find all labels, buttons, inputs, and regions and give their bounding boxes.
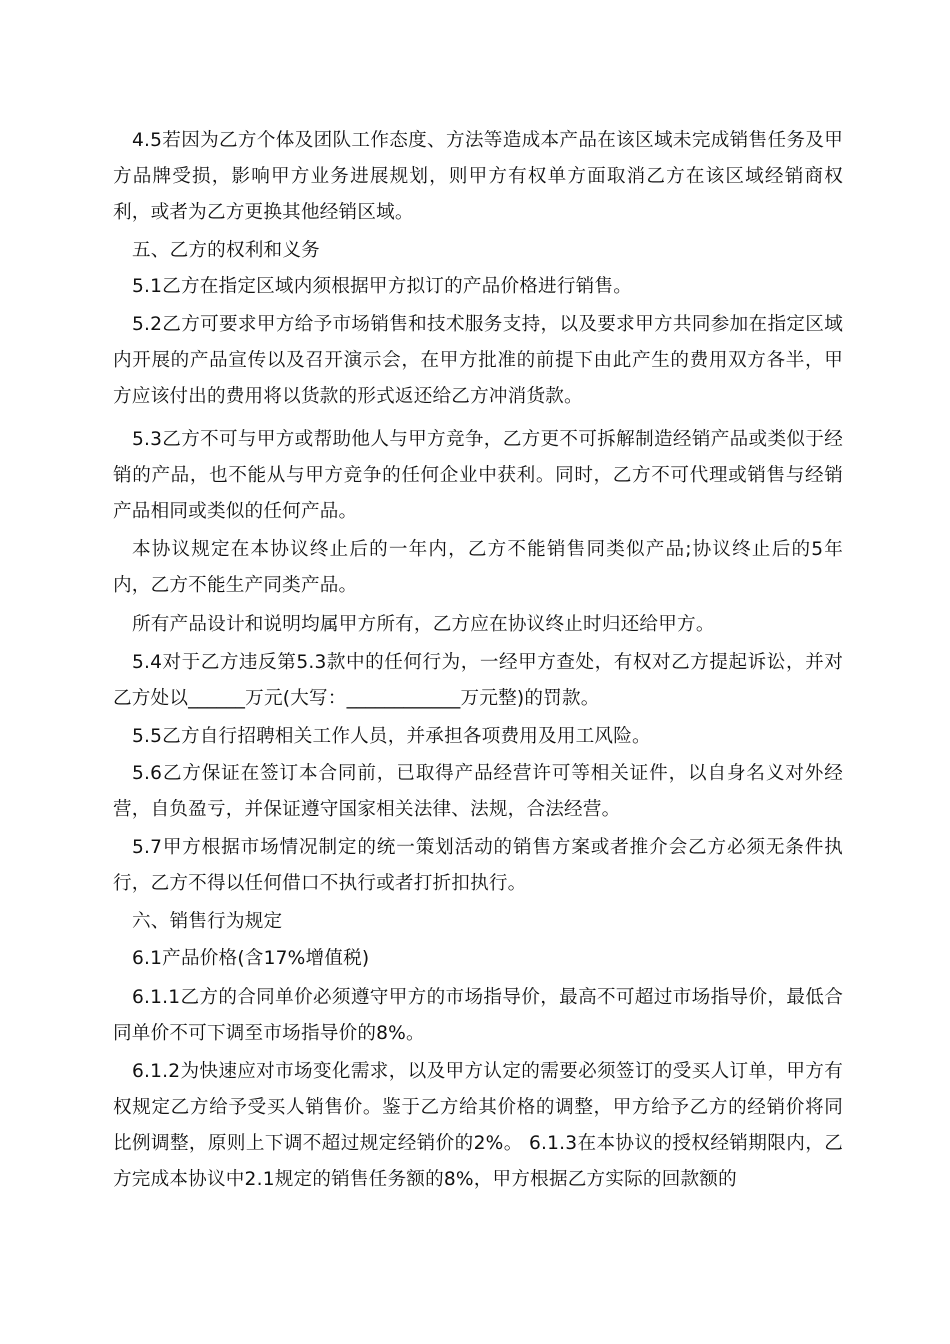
clause-5-6: 5.6乙方保证在签订本合同前，已取得产品经营许可等相关证件，以自身名义对外经营，自负盈亏，并保证遵守国家相关法律、法规，合法经营。 (113, 763, 843, 820)
clause-5-7: 5.7甲方根据市场情况制定的统一策划活动的销售方案或者推介会乙方必须无条件执行，乙方不得以任何借口不执行或者打折扣执行。 (113, 837, 843, 894)
clause-4-5: 4.5若因为乙方个体及团队工作态度、方法等造成本产品在该区域未完成销售任务及甲方品牌受损，影响甲方业务进展规划，则甲方有权单方面取消乙方在该区域经销商权利，或者为乙方更换其他经销区域。 (113, 130, 843, 223)
clause-6-1-1: 6.1.1乙方的合同单价必须遵守甲方的市场指导价，最高不可超过市场指导价，最低合同单价不可下调至市场指导价的8%。 (113, 987, 843, 1044)
section-heading-6: 六、销售行为规定 (132, 911, 283, 932)
clause-5-2: 5.2乙方可要求甲方给予市场销售和技术服务支持，以及要求甲方共同参加在指定区域内开展的产品宣传以及召开演示会，在甲方批准的前提下由此产生的费用双方各半，甲方应该付出的费用将以货款的形式返还给乙方冲消货款。 (113, 314, 843, 407)
clause-6-1: 6.1产品价格(含17%增值税) (132, 948, 370, 969)
clause-5-3-term: 本协议规定在本协议终止后的一年内，乙方不能销售同类似产品;协议终止后的5年内，乙方不能生产同类产品。 (113, 539, 843, 596)
clause-6-1-2: 6.1.2为快速应对市场变化需求，以及甲方认定的需要必须签订的受买人订单，甲方有权规定乙方给予受买人销售价。鉴于乙方给其价格的调整，甲方给予乙方的经销价将同比例调整，原则上下调不超过规定经销价的2%。 6.1.3在本协议的授权经销期限内，乙方完成本协议中2.1规定的销售任务额的8%，甲方根据乙方实际的回款额的 (113, 1061, 843, 1190)
clause-5-4: 5.4对于乙方违反第5.3款中的任何行为，一经甲方查处，有权对乙方提起诉讼，并对乙方处以______万元(大写：____________万元整)的罚款。 (113, 652, 843, 709)
section-heading-5: 五、乙方的权利和义务 (132, 240, 320, 261)
clause-5-3: 5.3乙方不可与甲方或帮助他人与甲方竞争，乙方更不可拆解制造经销产品或类似于经销的产品，也不能从与甲方竞争的任何企业中获利。同时，乙方不可代理或销售与经销产品相同或类似的任何产品。 (113, 429, 843, 522)
clause-5-1: 5.1乙方在指定区域内须根据甲方拟订的产品价格进行销售。 (132, 276, 633, 297)
clause-5-5: 5.5乙方自行招聘相关工作人员，并承担各项费用及用工风险。 (132, 726, 651, 747)
clause-5-3-design: 所有产品设计和说明均属甲方所有，乙方应在协议终止时归还给甲方。 (132, 614, 715, 635)
